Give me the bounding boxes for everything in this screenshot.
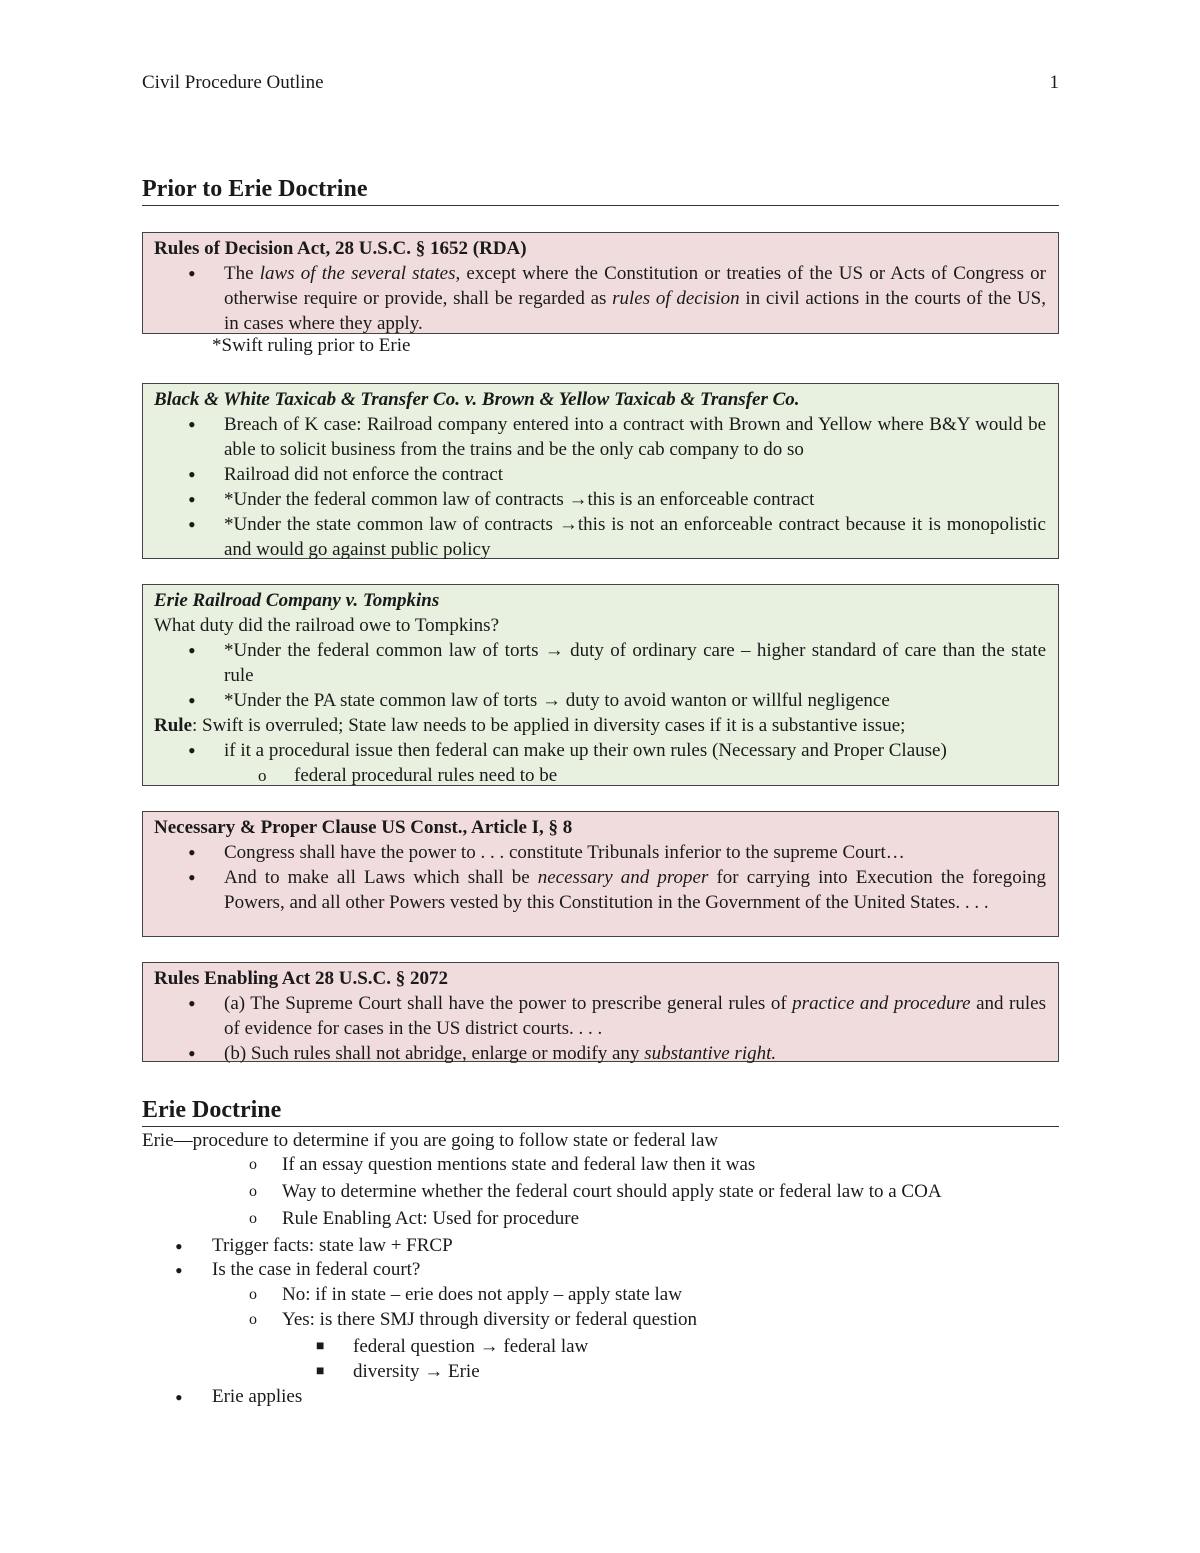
erie-sub-item: o No: if in state – erie does not apply – apply state law [249,1284,682,1305]
erie-square-item: ■ federal question → federal law [316,1336,589,1357]
erie-sub-item: o Rule Enabling Act: Used for procedure [249,1208,580,1229]
erie-case-rule-sub: o federal procedural rules need to be [154,763,1046,788]
erie-bullet: • Is the case in federal court? [175,1258,421,1283]
erie-bullet: • Trigger facts: state law + FRCP [175,1234,453,1259]
necessary-proper-bullet: • Congress shall have the power to . . . constitute Tribunals inferior to the supreme Court… [154,840,1046,865]
taxicab-case-title: Black & White Taxicab & Transfer Co. v. Brown & Yellow Taxicab & Transfer Co. [154,389,800,410]
necessary-proper-box [142,811,1059,937]
section-heading-prior-to-erie: Prior to Erie Doctrine [142,176,1059,206]
header-title: Civil Procedure Outline [142,72,324,93]
rea-bullet: • (b) Such rules shall not abridge, enlarge or modify any substantive right. [154,1041,1046,1066]
erie-sub-item: o Yes: is there SMJ through diversity or federal question [249,1309,697,1330]
erie-case-title: Erie Railroad Company v. Tompkins [154,590,440,611]
taxicab-case-box [142,383,1059,559]
erie-case-question: What duty did the railroad owe to Tompkins? [154,615,499,636]
rda-bullet: • The laws of the several states, except where the Constitution or treaties of the US or Acts of Congress or otherwise require or provide, shall be regarded as rules of decision in civil actions in the courts of the US, in cases where they apply. [154,261,1046,336]
taxicab-bullet: • *Under the state common law of contracts →this is not an enforceable contract because it is monopolistic and would go against public policy [154,512,1046,562]
section-heading-erie-doctrine: Erie Doctrine [142,1097,1059,1127]
rules-enabling-act-title: Rules Enabling Act 28 U.S.C. § 2072 [154,968,449,989]
running-header [142,72,1059,94]
rda-title: Rules of Decision Act, 28 U.S.C. § 1652 (RDA) [154,238,527,259]
erie-sub-item: o If an essay question mentions state and federal law then it was [249,1154,756,1175]
erie-case-box [142,584,1059,786]
necessary-proper-title: Necessary & Proper Clause US Const., Article I, § 8 [154,817,573,838]
erie-case-bullet: • *Under the federal common law of torts → duty of ordinary care – higher standard of care than the state rule [154,638,1046,688]
erie-intro: Erie—procedure to determine if you are going to follow state or federal law [142,1130,719,1151]
erie-case-bullet: • *Under the PA state common law of torts → duty to avoid wanton or willful negligence [154,688,1046,713]
erie-case-rule-bullet: • if it a procedural issue then federal can make up their own rules (Necessary and Proper Clause) [154,738,1046,763]
erie-case-rule: Rule: Swift is overruled; State law needs to be applied in diversity cases if it is a substantive issue; [154,715,906,736]
erie-sub-item: o Way to determine whether the federal court should apply state or federal law to a COA [249,1181,942,1202]
swift-note: *Swift ruling prior to Erie [212,335,411,356]
erie-square-item: ■ diversity → Erie [316,1361,480,1382]
taxicab-bullet: • Breach of K case: Railroad company entered into a contract with Brown and Yellow where B&Y would be able to solicit business from the trains and be the only cab company to do so [154,412,1046,462]
rda-box [142,232,1059,334]
rules-enabling-act-box [142,962,1059,1062]
rea-bullet: • (a) The Supreme Court shall have the power to prescribe general rules of practice and procedure and rules of evidence for cases in the US district courts. . . . [154,991,1046,1041]
necessary-proper-bullet: • And to make all Laws which shall be necessary and proper for carrying into Execution the foregoing Powers, and all other Powers vested by this Constitution in the Government of the United States. . . . [154,865,1046,915]
taxicab-bullet: • *Under the federal common law of contracts →this is an enforceable contract [154,487,1046,512]
page-number: 1 [1049,72,1059,93]
erie-bullet: • Erie applies [175,1385,303,1410]
taxicab-bullet: • Railroad did not enforce the contract [154,462,1046,487]
